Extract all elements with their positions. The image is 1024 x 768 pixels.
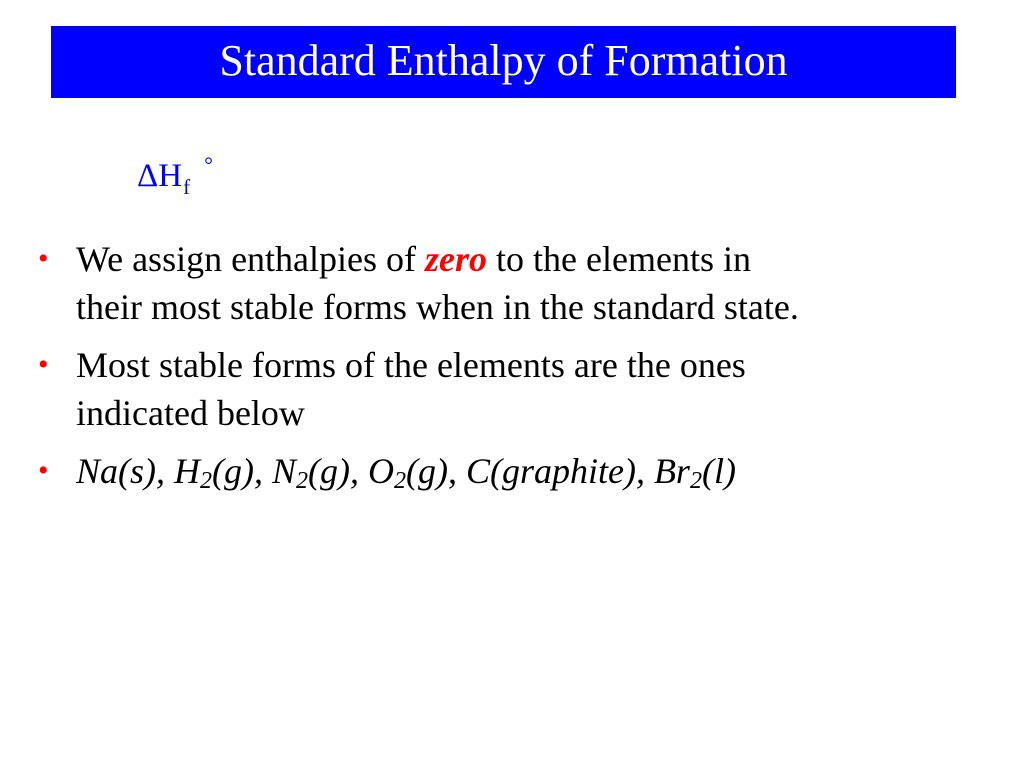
element-text: (g), C(graphite), Br — [405, 451, 690, 491]
subscript: 2 — [200, 468, 212, 494]
standard-degree-sign: ° — [204, 152, 213, 177]
bullet-icon: • — [38, 454, 49, 487]
zero-emphasis: zero — [425, 239, 488, 279]
enthalpy-symbol — [137, 152, 213, 199]
subscript: 2 — [689, 468, 702, 494]
bullet-list — [30, 235, 1015, 505]
element-text: Na(s), H — [76, 451, 200, 491]
element-text: (g), N — [212, 451, 296, 491]
bullet-item-zero-enthalpy — [30, 235, 1015, 331]
delta-h-text: ΔH — [137, 158, 183, 194]
slide-title: Standard Enthalpy of Formation — [219, 36, 788, 85]
element-text: (g), O — [308, 451, 394, 491]
bullet-item-element-list — [30, 447, 1015, 495]
bullet-text: their most stable forms when in the standard state. — [76, 287, 799, 327]
element-text: (l) — [701, 451, 736, 491]
title-bar — [51, 26, 956, 98]
bullet-icon: • — [38, 348, 49, 381]
subscript: 2 — [296, 468, 308, 494]
formation-subscript: f — [183, 175, 191, 199]
bullet-text: to the elements in — [487, 239, 751, 279]
bullet-icon: • — [38, 242, 49, 275]
bullet-text: Most stable forms of the elements are the ones — [76, 345, 746, 385]
element-list — [76, 451, 736, 494]
subscript: 2 — [393, 468, 406, 494]
bullet-text: indicated below — [76, 393, 305, 433]
bullet-text: We assign enthalpies of — [76, 239, 426, 279]
bullet-item-stable-forms — [30, 341, 1015, 437]
